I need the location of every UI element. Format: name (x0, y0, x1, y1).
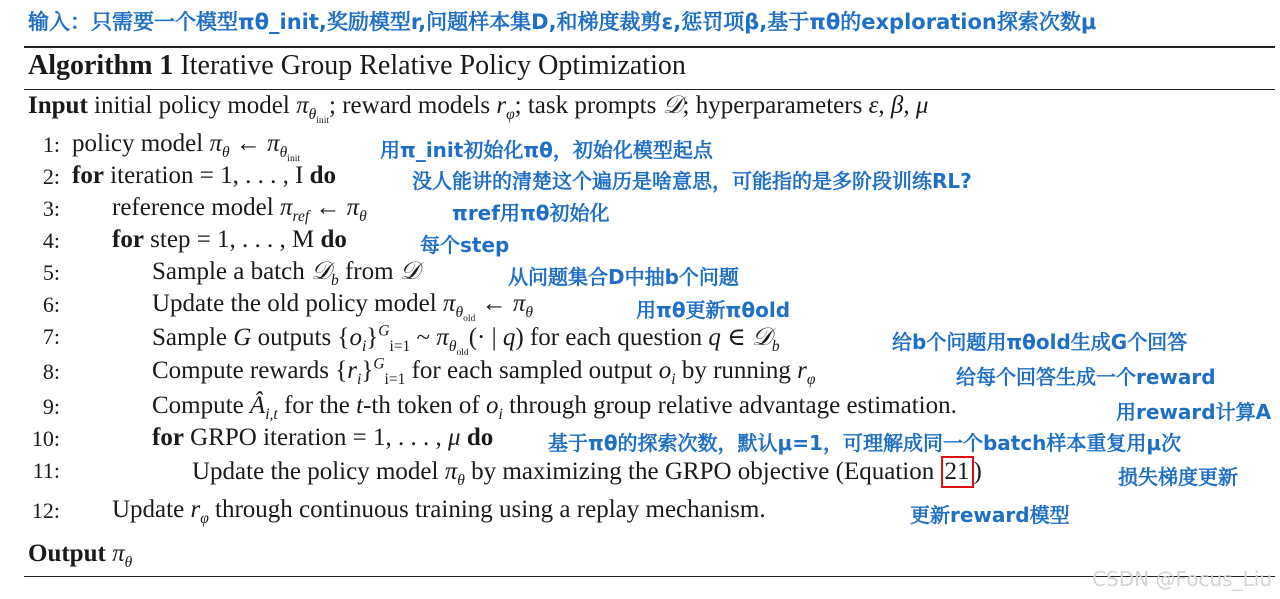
line-number: 6: (42, 292, 60, 317)
line-note: 给每个回答生成一个reward (956, 365, 1216, 389)
line-number: 5: (42, 260, 60, 285)
line-text: Compute $Â_{i,t}$ for the t-th token of $o_i$ through group relative advantage estimation. (152, 392, 957, 423)
line-text: for iteration = 1, . . . , I do (72, 162, 337, 189)
line-note: 每个step (420, 233, 510, 257)
line-number: 11: (32, 458, 60, 483)
line-number: 9: (42, 394, 60, 419)
input-label: Input (28, 92, 88, 119)
line-number: 8: (42, 359, 60, 384)
line-text: Update $r_\varphi$ through continuous training using a replay mechanism. (112, 496, 766, 527)
output-line (28, 540, 133, 571)
line-note: 损失梯度更新 (1118, 465, 1238, 489)
algorithm-label: Algorithm 1 (28, 50, 174, 81)
line-number: 2: (42, 164, 60, 189)
line-number: 1: (42, 132, 60, 157)
line-text: for step = 1, . . . , M do (112, 226, 347, 253)
top-rule (24, 46, 1275, 48)
line-number: 7: (42, 324, 60, 349)
line-note: 用π_init初始化πθ，初始化模型起点 (380, 138, 713, 162)
line-note: 基于πθ的探索次数，默认μ=1，可理解成同一个batch样本重复用μ次 (548, 431, 1182, 455)
input-text: initial policy model $\pi_{\theta_{init}}$; reward models $r_\varphi$; task prompts 𝒟; hyperparameters ε, β, μ (94, 92, 929, 127)
line-number: 4: (42, 228, 60, 253)
line-text: reference model $\pi_{ref}$ ← $\pi_\theta$ (112, 194, 367, 225)
line-text: Sample G outputs $\{o_i\}^G_{i=1}$ ~ $\pi_{\theta_{old}}(\cdot$ | q) for each question q ∈ 𝒟$_b$ (152, 322, 780, 359)
algorithm-name: Iterative Group Relative Policy Optimization (180, 50, 686, 81)
line-note: 没人能讲的清楚这个遍历是啥意思，可能指的是多阶段训练RL? (412, 169, 972, 193)
equation-reference-link[interactable]: 21 (941, 456, 974, 488)
title-rule (24, 89, 1275, 90)
line-text: Update the policy model $\pi_\theta$ by maximizing the GRPO objective (Equation 21 ) (192, 458, 982, 489)
algorithm-title (28, 50, 686, 82)
line-number: 12: (31, 498, 60, 523)
line-note: 用reward计算A (1116, 400, 1272, 424)
line-text: for GRPO iteration = 1, . . . , μ do (152, 424, 494, 451)
line-note: 从问题集合D中抽b个问题 (508, 265, 739, 289)
line-number: 10: (31, 426, 60, 451)
line-text: Sample a batch 𝒟$_b$ from 𝒟 (152, 258, 420, 289)
line-note: 用πθ更新πθold (636, 298, 791, 322)
line-note: πref用πθ初始化 (452, 201, 610, 225)
output-label: Output (28, 540, 106, 567)
line-note: 更新reward模型 (910, 503, 1070, 527)
line-note: 给b个问题用πθold生成G个回答 (892, 330, 1188, 354)
annotation-header: 输入：只需要一个模型πθ_init,奖励模型r,问题样本集D,和梯度裁剪ε,惩罚项β,基于πθ的exploration探索次数μ (28, 10, 1097, 34)
input-line (28, 92, 929, 127)
watermark: CSDN @Focus_Liu (1092, 567, 1272, 591)
line-text: Compute rewards $\{r_i\}^G_{i=1}$ for each sampled output $o_i$ by running $r_\varphi$ (152, 355, 816, 388)
bottom-rule (24, 576, 1275, 577)
line-text: policy model $\pi_\theta$ ← $\pi_{\theta_{init}}$ (72, 130, 301, 165)
line-text: Update the old policy model $\pi_{\theta_{old}}$ ← $\pi_\theta$ (152, 290, 533, 325)
output-value: $\pi_\theta$ (112, 540, 133, 571)
line-number: 3: (42, 196, 60, 221)
